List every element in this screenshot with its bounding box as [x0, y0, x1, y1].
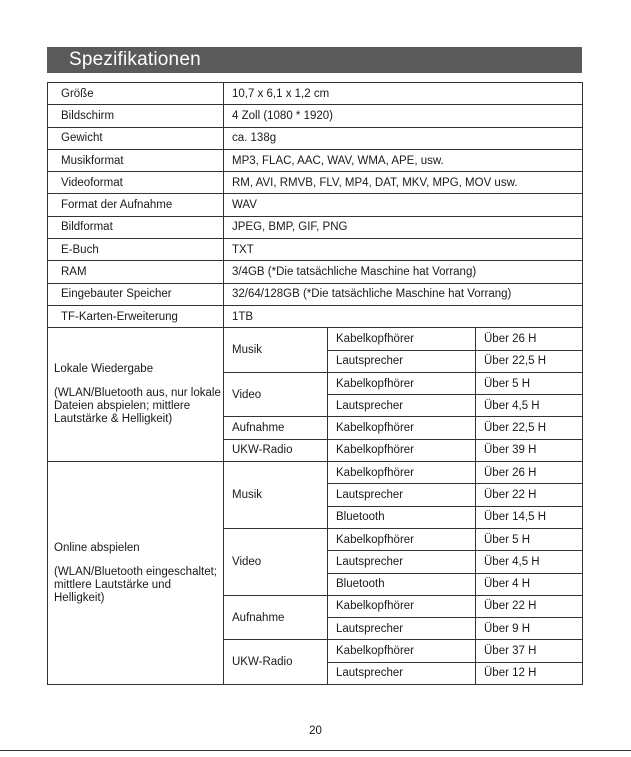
runtime-cell: Über 14,5 H [476, 506, 583, 528]
runtime-cell: Über 22,5 H [476, 417, 583, 439]
table-row [48, 462, 583, 484]
spec-label: Größe [48, 83, 224, 105]
runtime-cell: Über 4 H [476, 573, 583, 595]
online-recording-cell: Aufnahme [224, 595, 328, 640]
runtime-cell: Über 5 H [476, 528, 583, 550]
runtime-cell: Über 37 H [476, 640, 583, 662]
table-row [48, 127, 583, 149]
runtime-cell: Über 5 H [476, 372, 583, 394]
output-cell: Kabelkopfhörer [328, 328, 476, 350]
runtime-cell: Über 22 H [476, 595, 583, 617]
local-playback-title: Lokale Wiedergabe [54, 363, 154, 376]
output-cell: Lautsprecher [328, 395, 476, 417]
table-row [48, 328, 583, 350]
table-row [48, 105, 583, 127]
runtime-cell: Über 26 H [476, 328, 583, 350]
spec-label: Bildschirm [48, 105, 224, 127]
output-cell: Kabelkopfhörer [328, 372, 476, 394]
output-cell: Kabelkopfhörer [328, 417, 476, 439]
spec-value: WAV [224, 194, 583, 216]
table-row [48, 305, 583, 327]
spec-label: E-Buch [48, 239, 224, 261]
spec-value: 32/64/128GB (*Die tatsächliche Maschine hat Vorrang) [224, 283, 583, 305]
online-music-cell: Musik [224, 462, 328, 529]
table-row [48, 83, 583, 105]
output-cell: Lautsprecher [328, 350, 476, 372]
spec-value: 4 Zoll (1080 * 1920) [224, 105, 583, 127]
local-playback-note: (WLAN/Bluetooth aus, nur lokale Dateien abspielen; mittlere Lautstärke & Helligkeit) [54, 387, 221, 426]
table-row [48, 239, 583, 261]
runtime-cell: Über 4,5 H [476, 551, 583, 573]
spec-value: ca. 138g [224, 127, 583, 149]
spec-label: Videoformat [48, 172, 224, 194]
table-row [48, 261, 583, 283]
output-cell: Kabelkopfhörer [328, 439, 476, 461]
output-cell: Lautsprecher [328, 618, 476, 640]
output-cell: Lautsprecher [328, 484, 476, 506]
table-row [48, 283, 583, 305]
local-radio-cell: UKW-Radio [224, 439, 328, 461]
output-cell: Lautsprecher [328, 551, 476, 573]
output-cell: Kabelkopfhörer [328, 462, 476, 484]
runtime-cell: Über 22 H [476, 484, 583, 506]
table-row [48, 216, 583, 238]
spec-label: Musikformat [48, 149, 224, 171]
page-number: 20 [309, 725, 322, 737]
output-cell: Kabelkopfhörer [328, 595, 476, 617]
spec-value: 10,7 x 6,1 x 1,2 cm [224, 83, 583, 105]
output-cell: Kabelkopfhörer [328, 640, 476, 662]
output-cell: Bluetooth [328, 573, 476, 595]
output-cell: Kabelkopfhörer [328, 528, 476, 550]
runtime-cell: Über 4,5 H [476, 395, 583, 417]
spec-value: MP3, FLAC, AAC, WAV, WMA, APE, usw. [224, 149, 583, 171]
spec-label: Eingebauter Speicher [48, 283, 224, 305]
runtime-cell: Über 39 H [476, 439, 583, 461]
spec-value: JPEG, BMP, GIF, PNG [224, 216, 583, 238]
local-video-cell: Video [224, 372, 328, 417]
table-row [48, 149, 583, 171]
runtime-cell: Über 26 H [476, 462, 583, 484]
output-cell: Lautsprecher [328, 662, 476, 684]
local-music-cell: Musik [224, 328, 328, 373]
online-playback-cell [48, 462, 224, 685]
online-playback-title: Online abspielen [54, 541, 140, 554]
runtime-cell: Über 22,5 H [476, 350, 583, 372]
spec-label: Bildformat [48, 216, 224, 238]
section-header: Spezifikationen [47, 47, 582, 73]
spec-label: RAM [48, 261, 224, 283]
spec-label: TF-Karten-Erweiterung [48, 305, 224, 327]
spec-value: 1TB [224, 305, 583, 327]
spec-value: RM, AVI, RMVB, FLV, MP4, DAT, MKV, MPG, MOV usw. [224, 172, 583, 194]
output-cell: Bluetooth [328, 506, 476, 528]
spec-value: TXT [224, 239, 583, 261]
table-row [48, 172, 583, 194]
online-video-cell: Video [224, 528, 328, 595]
table-row [48, 194, 583, 216]
runtime-cell: Über 12 H [476, 662, 583, 684]
bottom-divider [0, 750, 631, 751]
spec-value: 3/4GB (*Die tatsächliche Maschine hat Vorrang) [224, 261, 583, 283]
spec-label: Gewicht [48, 127, 224, 149]
spec-table [47, 82, 583, 685]
online-radio-cell: UKW-Radio [224, 640, 328, 685]
runtime-cell: Über 9 H [476, 618, 583, 640]
spec-label: Format der Aufnahme [48, 194, 224, 216]
local-recording-cell: Aufnahme [224, 417, 328, 439]
local-playback-cell [48, 328, 224, 462]
online-playback-note: (WLAN/Bluetooth eingeschaltet; mittlere Lautstärke und Helligkeit) [54, 565, 218, 604]
